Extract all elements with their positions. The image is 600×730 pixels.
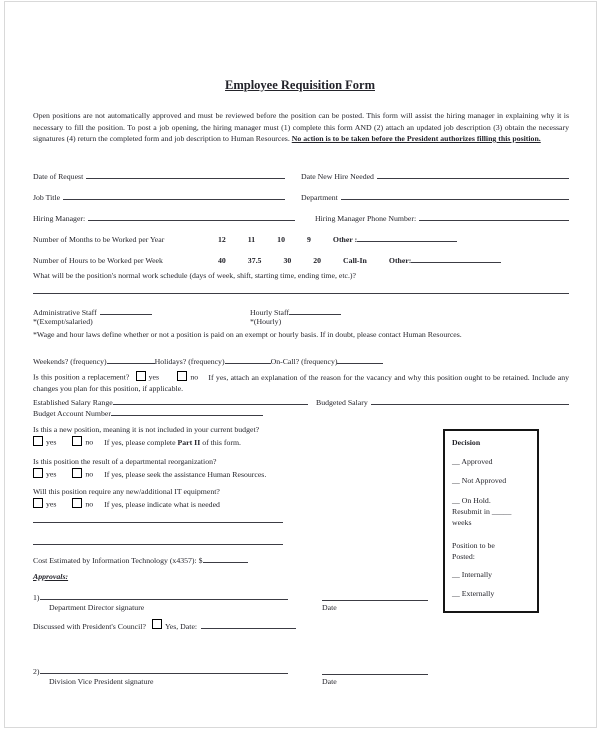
hours-label: Number of Hours to be Worked per Week xyxy=(33,256,163,265)
replacement-yes-checkbox[interactable] xyxy=(136,371,146,381)
hours-other-field[interactable] xyxy=(411,254,501,263)
replacement-note: If yes, attach an explanation of the reason for the vacancy and why this position ought to be retained. Include any changes you plan for this position, if applicable. xyxy=(33,372,569,393)
sig1-signature-line[interactable] xyxy=(40,591,289,600)
question-new-position xyxy=(33,424,435,449)
schedule-question: What will be the position's normal work schedule (days of week, shift, starting time, ending time, etc.)? xyxy=(33,271,356,280)
hours-option[interactable]: 30 xyxy=(283,256,292,265)
sig2-date-line[interactable] xyxy=(322,665,428,675)
hiring-manager-phone-field[interactable] xyxy=(419,212,569,221)
council-date-field[interactable] xyxy=(201,620,296,629)
q3-yes-checkbox[interactable] xyxy=(33,498,43,508)
hours-option[interactable]: 37.5 xyxy=(247,256,262,265)
q3-question: Will this position require any new/additional IT equipment? xyxy=(33,487,220,496)
admin-staff-field[interactable] xyxy=(100,306,152,315)
it-cost-field[interactable] xyxy=(203,554,248,563)
date-of-request-field[interactable] xyxy=(86,170,285,179)
row-hiring-manager xyxy=(33,212,569,223)
sig2-label: Division Vice President signature xyxy=(49,677,154,686)
q2-note: If yes, please seek the assistance Human Resources. xyxy=(104,469,267,479)
wage-note: *Wage and hour laws define whether or not a position is paid on an exempt or hourly basis. If in doubt, please contact Human Resources. xyxy=(33,330,462,339)
row-hours-per-week xyxy=(33,254,569,265)
months-other-field[interactable] xyxy=(357,233,457,242)
date-new-hire-field[interactable] xyxy=(377,170,569,179)
decision-on-hold[interactable]: __ On Hold. xyxy=(452,496,491,505)
decision-weeks: weeks xyxy=(452,518,472,527)
council-yes-checkbox[interactable] xyxy=(152,619,162,629)
row-salary xyxy=(33,396,569,407)
sig1-prefix: 1) xyxy=(33,593,40,602)
hours-option-call-in[interactable]: Call-In xyxy=(343,256,367,265)
sig2-signature-line[interactable] xyxy=(40,665,289,674)
row-frequency xyxy=(33,355,569,366)
budgeted-salary-field[interactable] xyxy=(371,396,569,405)
hours-option[interactable]: 40 xyxy=(218,256,226,265)
q2-yes-checkbox[interactable] xyxy=(33,468,43,478)
sig1-date-label: Date xyxy=(322,603,337,612)
sig2-prefix: 2) xyxy=(33,667,40,676)
q1-question: Is this a new position, meaning it is not included in your current budget? xyxy=(33,425,260,434)
replacement-yes-label: yes xyxy=(148,372,159,382)
months-option[interactable]: 11 xyxy=(247,235,256,244)
hiring-manager-field[interactable] xyxy=(88,212,295,221)
sig1-label: Department Director signature xyxy=(49,603,145,612)
hiring-manager-phone-label: Hiring Manager Phone Number: xyxy=(315,214,417,223)
date-of-request-label: Date of Request xyxy=(33,172,84,181)
decision-posted-2: Posted: xyxy=(452,552,475,561)
sig1-date-line[interactable] xyxy=(322,591,428,601)
replacement-no-checkbox[interactable] xyxy=(177,371,187,381)
q3-no-checkbox[interactable] xyxy=(72,498,82,508)
decision-approved[interactable]: __ Approved xyxy=(452,457,493,466)
row-request-dates xyxy=(33,170,569,181)
holidays-field[interactable] xyxy=(225,355,271,364)
intro-paragraph xyxy=(33,110,569,145)
budget-account-label: Budget Account Number xyxy=(33,409,111,418)
decision-posted-1: Position to be xyxy=(452,541,495,550)
row-job-dept xyxy=(33,191,569,202)
q1-note: If yes, please complete Part II of this form. xyxy=(104,437,241,447)
hourly-staff-field[interactable] xyxy=(289,306,341,315)
q3-no-label: no xyxy=(85,499,94,509)
decision-not-approved[interactable]: __ Not Approved xyxy=(452,476,507,485)
replacement-question: Is this position a replacement? xyxy=(33,372,130,382)
sig2-date-label: Date xyxy=(322,677,337,686)
intro-text: Open positions are not automatically approved and must be reviewed before the position can be posted. This form will assist the hiring manager in explaining why it is necessary to fill the position. To post a job opening, the hiring manager must (1) complete this form AND (2) attach an updated job description (3) obtain the necessary signatures (4) return the completed form and job description to Human Resources. xyxy=(33,111,569,143)
months-option[interactable]: 9 xyxy=(306,235,311,244)
holidays-label: Holidays? (frequency) xyxy=(154,357,225,366)
job-title-field[interactable] xyxy=(63,191,285,200)
replacement-block xyxy=(33,371,569,395)
budget-account-field[interactable] xyxy=(111,407,263,416)
months-other-label: Other : xyxy=(332,235,358,244)
hiring-manager-label: Hiring Manager: xyxy=(33,214,86,223)
months-option[interactable]: 10 xyxy=(277,235,285,244)
department-label: Department xyxy=(301,193,338,202)
q1-yes-checkbox[interactable] xyxy=(33,436,43,446)
hourly-note: *(Hourly) xyxy=(250,317,282,326)
weekends-label: Weekends? (frequency) xyxy=(33,357,107,366)
it-needed-line-2[interactable] xyxy=(33,538,283,545)
weekends-field[interactable] xyxy=(107,355,155,364)
q2-no-label: no xyxy=(85,469,94,479)
row-staff-notes xyxy=(33,317,569,326)
replacement-no-label: no xyxy=(190,372,199,382)
intro-notice: No action is to be taken before the President authorizes filling this position. xyxy=(291,134,541,143)
council-question: Discussed with President's Council? xyxy=(33,622,146,631)
q3-note: If yes, please indicate what is needed xyxy=(104,499,220,509)
q1-note-part-ii: Part II xyxy=(177,437,201,447)
row-council xyxy=(33,619,569,631)
decision-box xyxy=(443,429,539,613)
on-call-label: On-Call? (frequency) xyxy=(270,357,338,366)
q1-yes-label: yes xyxy=(46,437,57,447)
q1-no-label: no xyxy=(85,437,94,447)
decision-resubmit[interactable]: Resubmit in _____ xyxy=(452,507,512,516)
row-staff-type xyxy=(33,306,569,317)
row-budget-account xyxy=(33,407,569,418)
salary-range-label: Established Salary Range xyxy=(33,398,113,407)
question-it-equipment xyxy=(33,486,435,511)
months-label: Number of Months to be Worked per Year xyxy=(33,235,165,244)
q3-yes-label: yes xyxy=(46,499,57,509)
hours-option[interactable]: 20 xyxy=(313,256,322,265)
row-months-per-year xyxy=(33,233,569,244)
date-new-hire-label: Date New Hire Needed xyxy=(301,172,374,181)
it-needed-line-1[interactable] xyxy=(33,516,283,523)
hourly-staff-label: Hourly Staff xyxy=(250,308,290,317)
hours-other-label: Other: xyxy=(388,256,412,265)
question-reorganization xyxy=(33,456,435,481)
decision-externally[interactable]: __ Externally xyxy=(452,589,495,598)
approval-2 xyxy=(33,665,600,689)
job-title-label: Job Title xyxy=(33,193,61,202)
salary-range-field[interactable] xyxy=(113,396,308,405)
months-option[interactable]: 12 xyxy=(218,235,226,244)
department-field[interactable] xyxy=(341,191,569,200)
admin-staff-label: Administrative Staff xyxy=(33,308,97,317)
budgeted-salary-label: Budgeted Salary xyxy=(316,398,368,407)
decision-internally[interactable]: __ Internally xyxy=(452,570,493,579)
q2-yes-label: yes xyxy=(46,469,57,479)
schedule-answer-line[interactable] xyxy=(33,287,569,294)
form-title: Employee Requisition Form xyxy=(225,78,375,92)
exempt-note: *(Exempt/salaried) xyxy=(33,317,93,326)
it-cost-label: Cost Estimated by Information Technology (x4357): $ xyxy=(33,556,203,565)
q1-no-checkbox[interactable] xyxy=(72,436,82,446)
q2-question: Is this position the result of a departmental reorganization? xyxy=(33,457,217,466)
on-call-field[interactable] xyxy=(337,355,383,364)
q2-no-checkbox[interactable] xyxy=(72,468,82,478)
council-yes-label: Yes, Date: xyxy=(164,622,198,631)
approvals-heading: Approvals: xyxy=(33,572,69,581)
decision-title: Decision xyxy=(452,438,481,447)
